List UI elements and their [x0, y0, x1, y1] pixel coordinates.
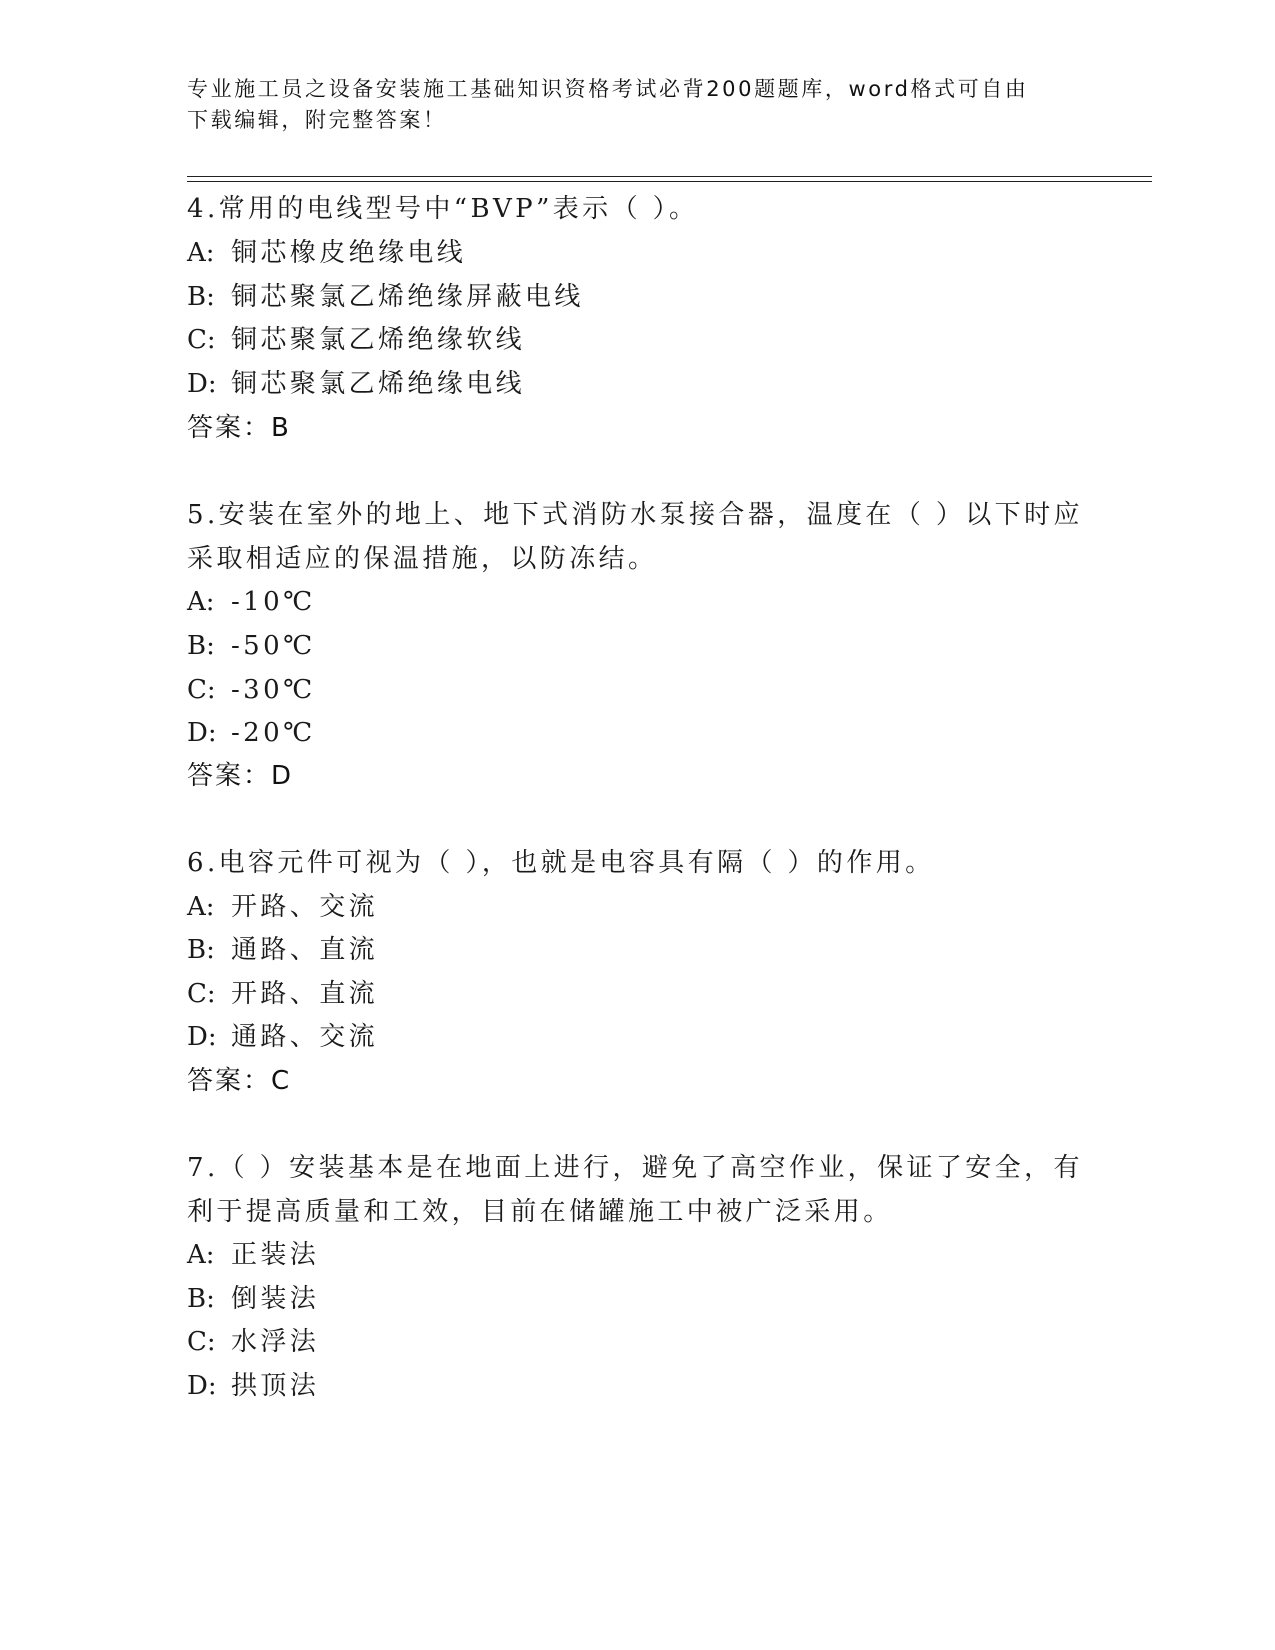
option-text: 水浮法	[231, 1327, 320, 1357]
option-text: 倒装法	[231, 1284, 320, 1314]
option-text: 铜芯聚氯乙烯绝缘软线	[231, 325, 526, 355]
question-6-option-c	[187, 977, 378, 1011]
option-text: 铜芯聚氯乙烯绝缘电线	[231, 369, 526, 399]
option-label: D:	[187, 718, 217, 748]
question-7-option-b	[187, 1282, 319, 1316]
question-7-option-d	[187, 1369, 319, 1403]
option-text: 开路、交流	[231, 892, 379, 922]
question-7-option-c	[187, 1325, 319, 1359]
option-text: 通路、直流	[231, 935, 379, 965]
option-label: C:	[187, 325, 216, 355]
option-label: A:	[187, 1240, 215, 1270]
header-text-line-1: 专业施工员之设备安装施工基础知识资格考试必背200题题库，word格式可自由	[187, 77, 1029, 101]
option-label: C:	[187, 1327, 216, 1357]
option-text: 拱顶法	[231, 1371, 320, 1401]
question-5-option-b	[187, 629, 316, 663]
option-label: B:	[187, 935, 215, 965]
question-7-stem-line-2: 利于提高质量和工效，目前在储罐施工中被广泛采用。	[187, 1197, 893, 1227]
question-4-option-d	[187, 367, 525, 401]
question-6-option-d	[187, 1020, 378, 1054]
question-4-option-c	[187, 323, 525, 357]
option-label: A:	[187, 892, 215, 922]
option-text: 通路、交流	[231, 1022, 379, 1052]
question-4-answer: 答案：B	[187, 413, 291, 443]
option-text: -10℃	[231, 587, 316, 617]
question-4-option-a	[187, 236, 466, 270]
question-5-option-c	[187, 673, 316, 707]
option-label: C:	[187, 979, 216, 1009]
option-text: 铜芯聚氯乙烯绝缘屏蔽电线	[231, 282, 584, 312]
question-5-answer: 答案：D	[187, 761, 294, 791]
question-4-stem: 4.常用的电线型号中“BVP”表示（ ）。	[187, 194, 699, 224]
question-5-option-d	[187, 716, 316, 750]
option-label: D:	[187, 1371, 217, 1401]
question-5-stem-line-2: 采取相适应的保温措施，以防冻结。	[187, 544, 658, 574]
question-5-option-a	[187, 585, 316, 619]
option-label: D:	[187, 369, 217, 399]
header-divider-bottom	[187, 181, 1152, 182]
question-5-stem-line-1: 5.安装在室外的地上、地下式消防水泵接合器，温度在（ ）以下时应	[187, 500, 1083, 530]
question-6-answer: 答案：C	[187, 1066, 292, 1096]
option-label: B:	[187, 1284, 215, 1314]
option-label: B:	[187, 282, 215, 312]
option-label: C:	[187, 675, 216, 705]
option-label: B:	[187, 631, 215, 661]
header-text-line-2: 下载编辑，附完整答案！	[187, 108, 447, 132]
option-text: -20℃	[231, 718, 316, 748]
question-4-option-b	[187, 280, 584, 314]
header-divider-top	[187, 176, 1152, 177]
option-text: 正装法	[231, 1240, 320, 1270]
question-6-option-a	[187, 890, 378, 924]
question-6-stem: 6.电容元件可视为（ ），也就是电容具有隔（ ）的作用。	[187, 848, 935, 878]
option-text: -50℃	[231, 631, 316, 661]
question-6-option-b	[187, 933, 378, 967]
question-7-stem-line-1: 7.（ ）安装基本是在地面上进行，避免了高空作业，保证了安全，有	[187, 1153, 1083, 1183]
option-text: -30℃	[231, 675, 316, 705]
question-7-option-a	[187, 1238, 319, 1272]
option-text: 铜芯橡皮绝缘电线	[231, 238, 467, 268]
option-label: A:	[187, 238, 215, 268]
option-text: 开路、直流	[231, 979, 379, 1009]
option-label: A:	[187, 587, 215, 617]
option-label: D:	[187, 1022, 217, 1052]
